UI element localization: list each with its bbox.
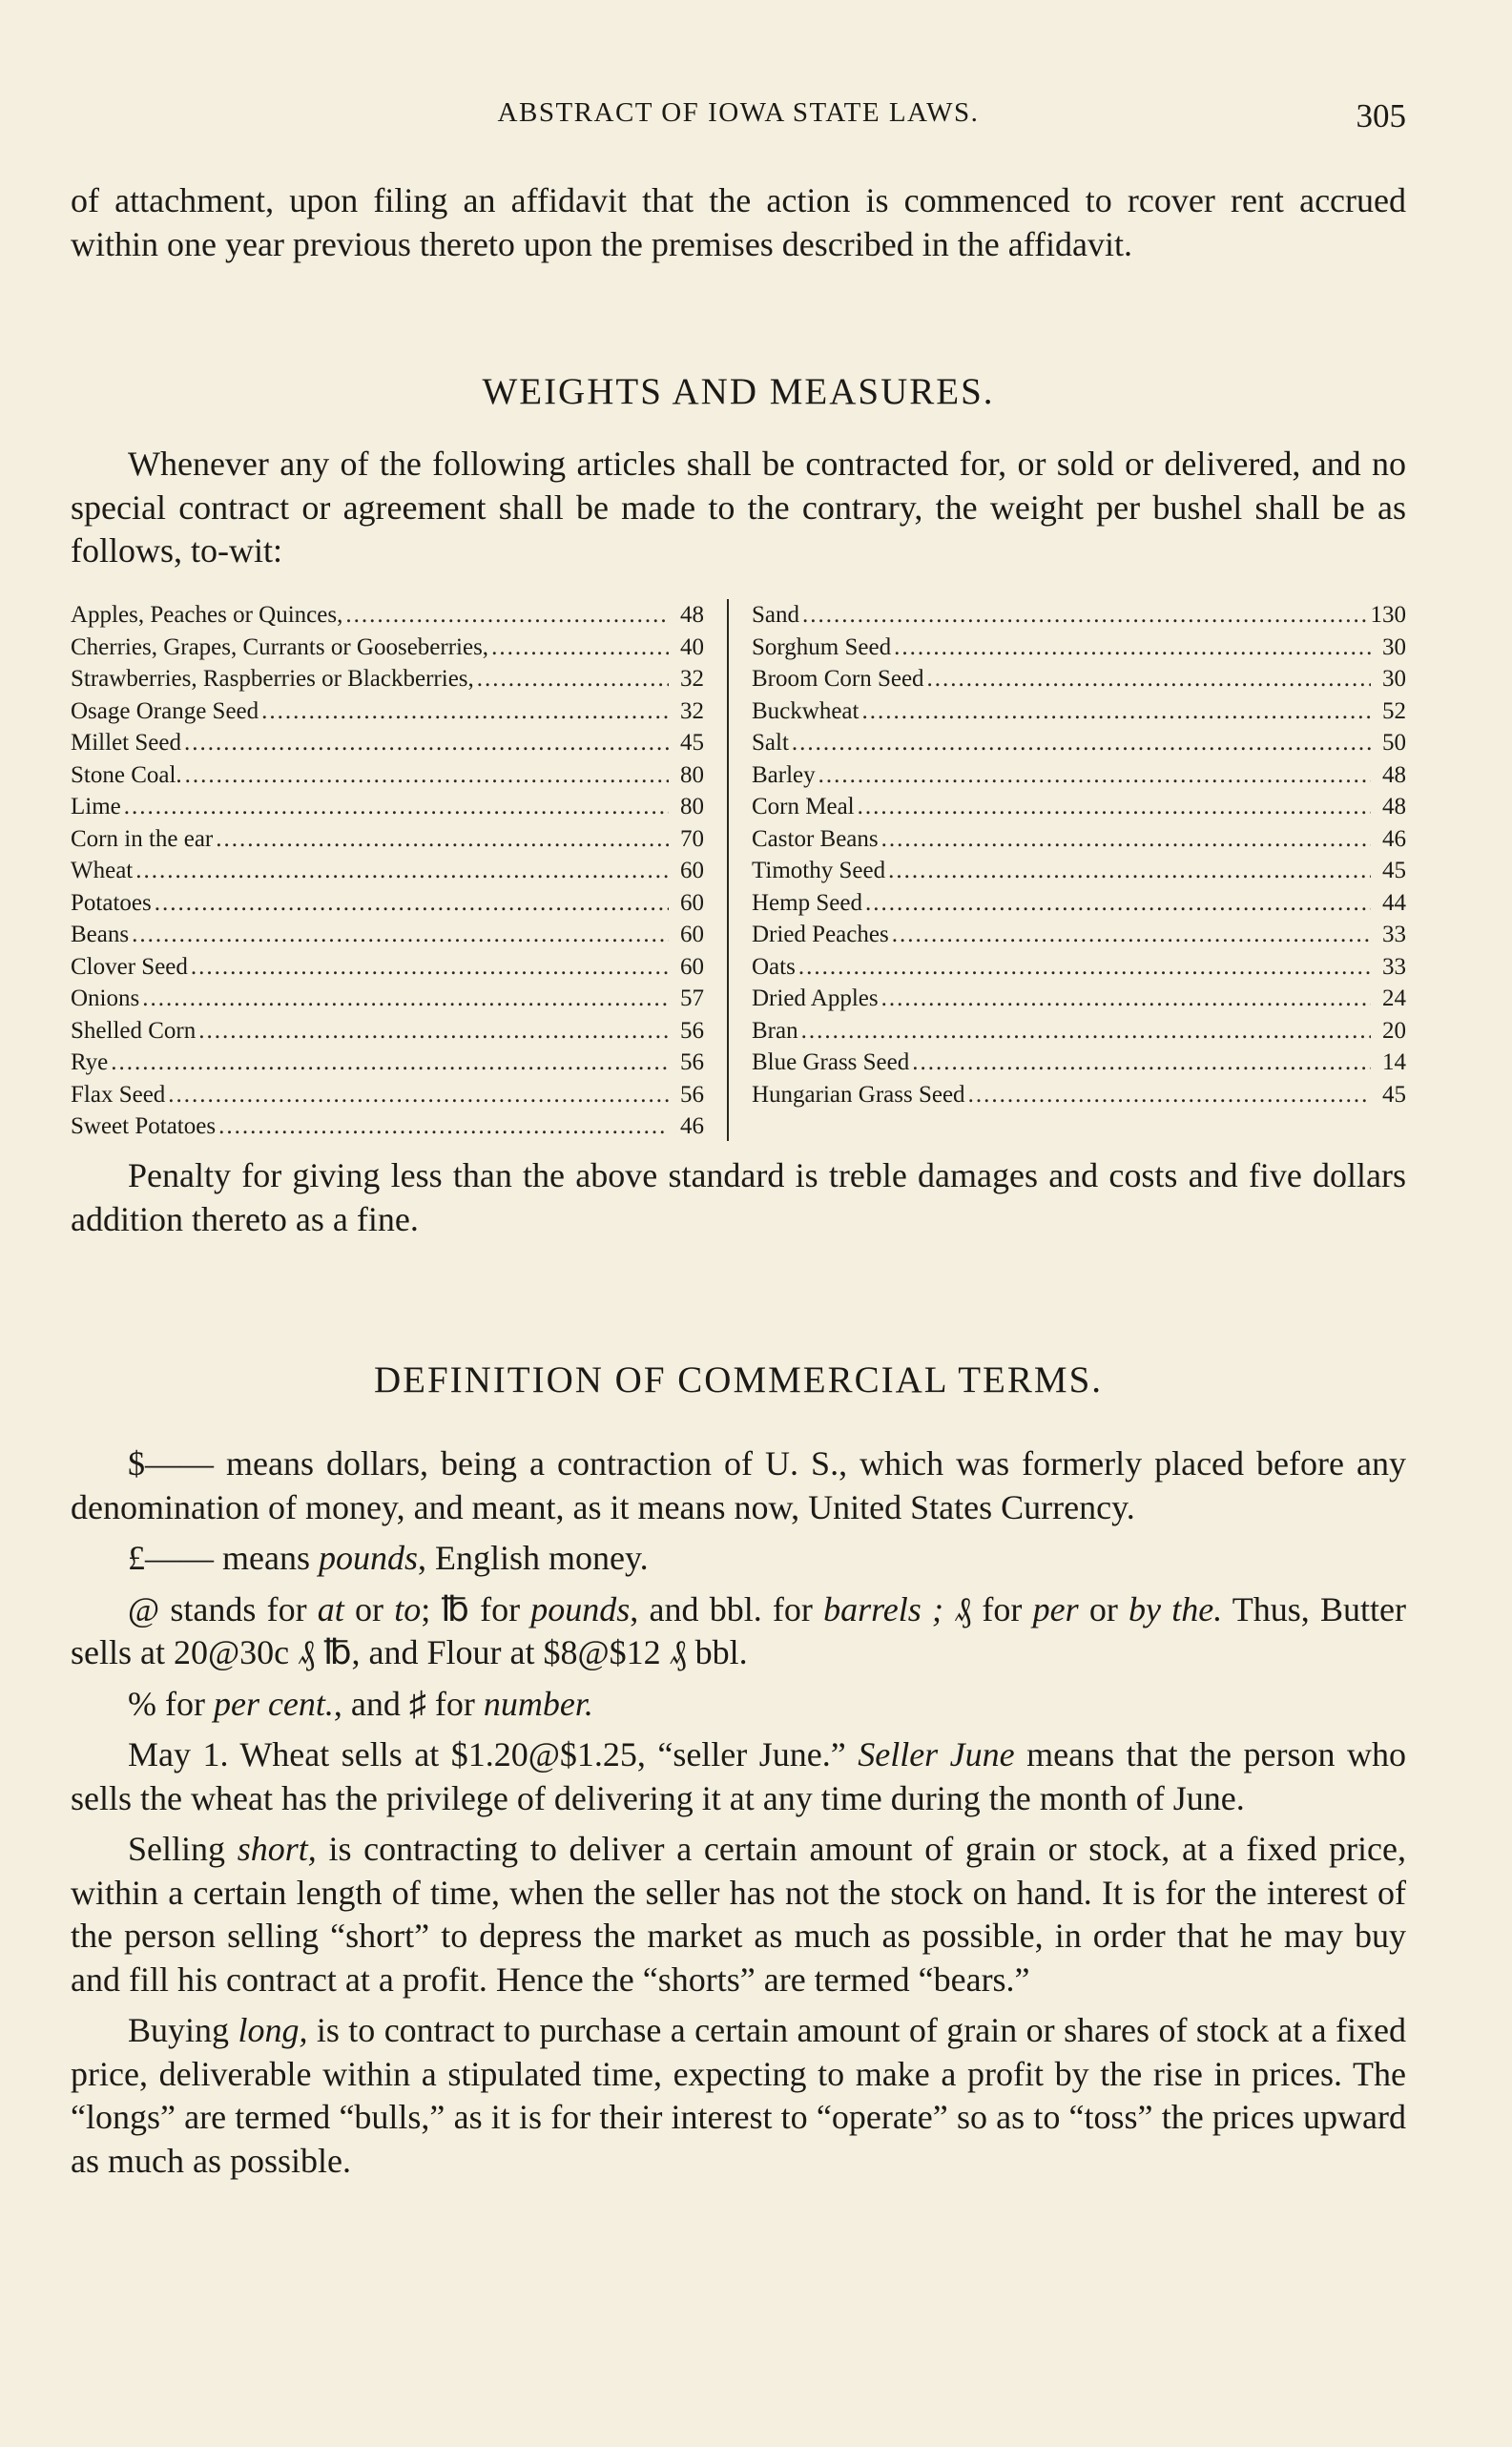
article-name: Rye	[71, 1049, 109, 1075]
def-june-term: Seller June	[858, 1735, 1015, 1773]
weights-row	[71, 823, 704, 856]
definition-buying-long	[71, 2009, 1406, 2183]
article-name: Shelled Corn	[71, 1017, 197, 1044]
dot-leader	[927, 663, 1371, 695]
dot-leader	[861, 695, 1371, 728]
weight-value: 20	[1382, 1017, 1406, 1044]
dot-leader	[142, 983, 669, 1015]
dot-leader	[858, 791, 1371, 823]
weight-value: 48	[1382, 761, 1406, 788]
weights-row	[71, 1047, 704, 1079]
def-pct-t1: % for	[128, 1684, 214, 1723]
definition-pound-term: pounds	[318, 1539, 418, 1577]
number-sign-icon: ♯	[408, 1684, 426, 1723]
dot-leader	[798, 951, 1371, 984]
def-june-t2: means that the person who sells the wheat has the privilege of delivering it at any time during the month of June.	[71, 1735, 1406, 1817]
weight-value: 48	[680, 602, 704, 628]
dot-leader	[198, 1015, 669, 1047]
weights-row	[752, 695, 1406, 728]
dot-leader	[184, 727, 669, 759]
running-title: ABSTRACT OF IOWA STATE LAWS.	[497, 97, 980, 128]
weights-row	[71, 951, 704, 984]
definition-pound	[71, 1537, 1406, 1581]
dot-leader	[216, 823, 669, 856]
weight-value: 52	[1382, 697, 1406, 724]
def-at-barrels: barrels ;	[823, 1589, 943, 1628]
def-long-term: long,	[238, 2011, 308, 2049]
weight-value: 130	[1370, 602, 1406, 628]
weight-value: 30	[1382, 633, 1406, 660]
weights-row	[71, 1079, 704, 1111]
weights-row	[71, 1015, 704, 1047]
article-name: Dried Peaches	[752, 922, 889, 947]
article-name: Castor Beans	[752, 825, 879, 852]
weight-value: 60	[680, 858, 704, 883]
weights-row	[752, 983, 1406, 1015]
def-pct-number: number.	[483, 1684, 593, 1723]
article-name: Lime	[71, 794, 121, 819]
dot-leader	[261, 695, 669, 728]
dot-leader	[111, 1047, 669, 1079]
weight-value: 56	[680, 1081, 704, 1108]
definition-percent	[71, 1683, 1406, 1727]
definition-seller-june	[71, 1733, 1406, 1820]
def-at-t5: ₰ for	[942, 1589, 1033, 1628]
weight-value: 46	[680, 1113, 704, 1139]
def-at-to: to	[394, 1589, 422, 1628]
dot-leader	[801, 1015, 1371, 1047]
dot-leader	[155, 887, 669, 920]
running-head	[71, 97, 1406, 135]
def-at-t4: , and bbl. for	[630, 1589, 824, 1628]
dot-leader	[191, 951, 669, 984]
weight-value: 57	[680, 985, 704, 1011]
weights-heading: WEIGHTS AND MEASURES.	[482, 371, 995, 412]
weight-value: 32	[680, 666, 704, 692]
weights-row	[752, 663, 1406, 695]
weight-value: 45	[1382, 858, 1406, 883]
weights-row	[752, 1047, 1406, 1079]
weight-value: 56	[680, 1017, 704, 1044]
weight-value: 50	[1382, 730, 1406, 756]
article-name: Blue Grass Seed	[752, 1049, 910, 1075]
intro-paragraph	[71, 179, 1406, 266]
weights-row	[71, 599, 704, 632]
article-name: Sorghum Seed	[752, 633, 892, 660]
article-name: Corn in the ear	[71, 825, 214, 852]
pound-symbol: £——	[128, 1539, 214, 1577]
article-name: Stone Coal.	[71, 761, 182, 788]
weight-value: 80	[680, 761, 704, 788]
weight-value: 45	[680, 730, 704, 756]
dot-leader	[892, 919, 1371, 951]
weights-row	[71, 855, 704, 887]
dot-leader	[802, 599, 1368, 632]
weights-left-column	[71, 599, 704, 1143]
article-name: Beans	[71, 922, 130, 947]
weights-row	[752, 1015, 1406, 1047]
article-name: Timothy Seed	[752, 858, 886, 883]
weight-value: 80	[680, 794, 704, 819]
definitions-body	[71, 1442, 1406, 2190]
definition-pound-means: means	[214, 1539, 319, 1577]
penalty-text: Penalty for giving less than the above standard is treble damages and costs and five dollars addition thereto as a fine.	[71, 1156, 1406, 1238]
dot-leader	[477, 663, 669, 695]
definitions-heading: DEFINITION OF COMMERCIAL TERMS.	[373, 1359, 1104, 1400]
article-name: Millet Seed	[71, 730, 181, 756]
weights-row	[752, 1079, 1406, 1111]
weights-row	[71, 663, 704, 695]
weights-row	[71, 727, 704, 759]
article-name: Salt	[752, 730, 789, 756]
article-name: Corn Meal	[752, 794, 855, 819]
weights-row	[752, 951, 1406, 984]
def-pct-t2: , and	[333, 1684, 409, 1723]
article-name: Oats	[752, 953, 796, 980]
weight-value: 48	[1382, 794, 1406, 819]
weight-value: 33	[1382, 922, 1406, 947]
page-number: 305	[1356, 97, 1406, 135]
def-at-t7: Thus, Butter sells at 20@30c ₰ ℔, and Flour at $8@$12 ₰ bbl.	[71, 1589, 1406, 1671]
weights-row	[752, 887, 1406, 920]
weights-row	[71, 1110, 704, 1143]
weight-value: 24	[1382, 985, 1406, 1011]
dot-leader	[888, 855, 1371, 887]
article-name: Flax Seed	[71, 1081, 166, 1108]
definition-selling-short	[71, 1828, 1406, 2001]
weights-row	[752, 823, 1406, 856]
weights-table	[71, 599, 1406, 1141]
weight-value: 32	[680, 697, 704, 724]
weights-right-column	[752, 599, 1406, 1110]
article-name: Buckwheat	[752, 697, 860, 724]
weights-row	[71, 759, 704, 792]
definition-dollar-text: means dollars, being a contraction of U. S., which was formerly placed before any denomination of money, and meant, as it means now, United States Currency.	[71, 1444, 1406, 1526]
dot-leader	[124, 791, 669, 823]
def-at-t6: or	[1078, 1589, 1129, 1628]
article-name: Osage Orange Seed	[71, 697, 259, 724]
weights-intro-text: Whenever any of the following articles shall be contracted for, or sold or delivered, and no special contract or agreement shall be made to the contrary, the weight per bushel shall be as follows, to-wit:	[71, 445, 1406, 570]
def-long-t1: Buying	[128, 2011, 238, 2049]
weight-value: 40	[680, 633, 704, 660]
definition-dollar	[71, 1442, 1406, 1529]
weight-value: 30	[1382, 666, 1406, 692]
def-at-t2: or	[343, 1589, 395, 1628]
def-at-per: per	[1032, 1589, 1079, 1628]
dot-leader	[881, 983, 1371, 1015]
weights-row	[71, 887, 704, 920]
weights-row	[71, 632, 704, 664]
def-at-t3: ; ℔ for	[421, 1589, 531, 1628]
weights-row	[752, 791, 1406, 823]
dot-leader	[132, 919, 669, 951]
article-name: Apples, Peaches or Quinces,	[71, 602, 343, 628]
article-name: Hemp Seed	[752, 889, 862, 916]
dollar-symbol: $——	[128, 1444, 214, 1483]
dot-leader	[818, 759, 1371, 792]
weight-value: 60	[680, 889, 704, 916]
def-june-t1: May 1. Wheat sells at $1.20@$1.25, “seller June.”	[128, 1735, 859, 1773]
dot-leader	[881, 823, 1371, 856]
weight-value: 44	[1382, 889, 1406, 916]
def-at-by-the: by the.	[1129, 1589, 1223, 1628]
article-name: Cherries, Grapes, Currants or Gooseberries,	[71, 633, 489, 660]
weight-value: 56	[680, 1049, 704, 1075]
dot-leader	[912, 1047, 1371, 1079]
penalty-paragraph	[71, 1154, 1406, 1241]
dot-leader	[968, 1079, 1371, 1111]
weights-row	[752, 855, 1406, 887]
weights-row	[71, 919, 704, 951]
article-name: Onions	[71, 985, 140, 1011]
dot-leader	[135, 855, 669, 887]
weight-value: 46	[1382, 825, 1406, 852]
dot-leader	[865, 887, 1371, 920]
dot-leader	[345, 599, 669, 632]
article-name: Potatoes	[71, 889, 152, 916]
def-at-t1: @ stands for	[128, 1589, 318, 1628]
def-pct-t3: for	[425, 1684, 484, 1723]
article-name: Clover Seed	[71, 953, 188, 980]
article-name: Strawberries, Raspberries or Blackberries,	[71, 666, 474, 692]
weight-value: 60	[680, 922, 704, 947]
weights-row	[752, 919, 1406, 951]
weights-row	[752, 632, 1406, 664]
article-name: Sweet Potatoes	[71, 1113, 217, 1139]
weights-row	[752, 599, 1406, 632]
definition-pound-rest: , English money.	[417, 1539, 649, 1577]
weight-value: 70	[680, 825, 704, 852]
weight-value: 33	[1382, 953, 1406, 980]
weights-row	[71, 983, 704, 1015]
def-short-t2: is contracting to deliver a certain amount of grain or stock, at a fixed price, within a certain length of time, when the seller has not the stock on hand. It is for the interest of the person selling “short” to depress the market as much as possible, in order that he may buy and fill his contract at a profit. Hence the “shorts” are termed “bears.”	[71, 1830, 1406, 1999]
weights-row	[71, 791, 704, 823]
intro-paragraph-text: of attachment, upon filing an affidavit that the action is commenced to rcover rent accrued within one year previous thereto upon the premises described in the affidavit.	[71, 181, 1406, 263]
column-divider	[727, 599, 729, 1141]
def-at-at: at	[317, 1589, 344, 1628]
article-name: Broom Corn Seed	[752, 666, 924, 692]
dot-leader	[792, 727, 1371, 759]
dot-leader	[894, 632, 1371, 664]
dot-leader	[218, 1110, 669, 1143]
weights-row	[71, 695, 704, 728]
article-name: Hungarian Grass Seed	[752, 1081, 965, 1108]
article-name: Wheat	[71, 858, 134, 883]
article-name: Bran	[752, 1017, 798, 1044]
weight-value: 45	[1382, 1081, 1406, 1108]
weights-intro	[71, 443, 1406, 573]
article-name: Dried Apples	[752, 985, 879, 1011]
def-pct-per-cent: per cent.	[213, 1684, 334, 1723]
weights-row	[752, 759, 1406, 792]
weights-row	[752, 727, 1406, 759]
dot-leader	[491, 632, 669, 664]
def-at-pounds: pounds	[530, 1589, 631, 1628]
weight-value: 60	[680, 953, 704, 980]
weight-value: 14	[1382, 1049, 1406, 1075]
def-long-t2: is to contract to purchase a certain amount of grain or shares of stock at a fixed price, deliverable within a stipulated time, expecting to make a profit by the rise in prices. The “longs” are termed “bulls,” as it is for their interest to “operate” so as to “toss” the prices upward as much as possible.	[71, 2011, 1407, 2180]
article-name: Sand	[752, 602, 799, 628]
dot-leader	[168, 1079, 669, 1111]
dot-leader	[185, 759, 669, 792]
def-short-t1: Selling	[128, 1830, 238, 1868]
definition-at-symbol	[71, 1588, 1406, 1675]
def-short-term: short,	[237, 1830, 317, 1868]
article-name: Barley	[752, 761, 816, 788]
